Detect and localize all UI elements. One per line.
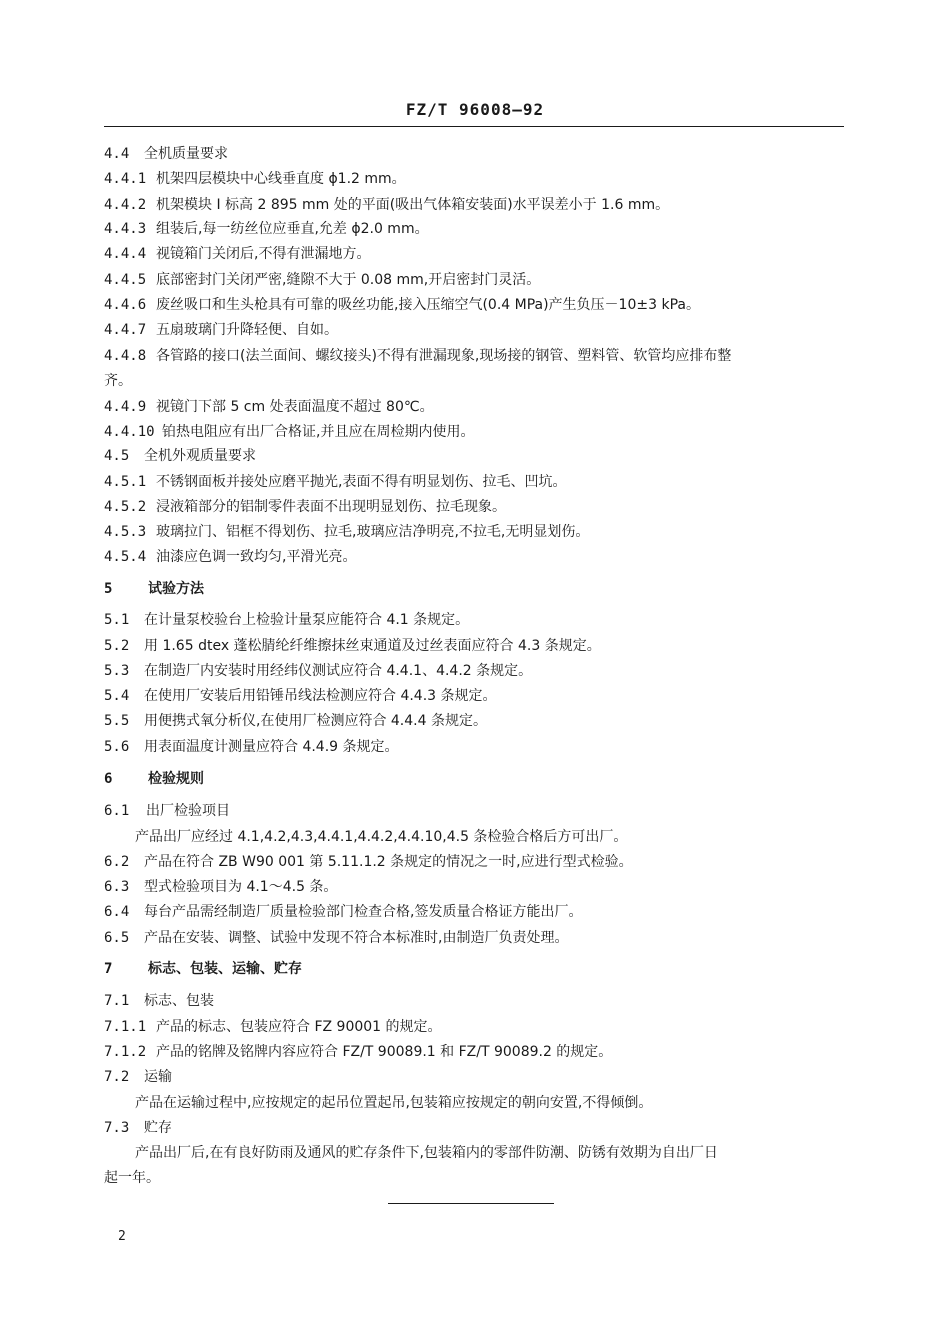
clause-text: 产品在符合 ZB W90 001 第 5.11.1.2 条规定的情况之一时,应进行型式检验。 [144,854,633,870]
clause-4-5 [104,445,846,467]
clause-text: 视镜箱门关闭后,不得有泄漏地方。 [156,246,371,262]
clause-text: 全机质量要求 [144,146,228,162]
clause-4-4-4 [104,243,846,265]
clause-7-2-body: 产品在运输过程中,应按规定的起吊位置起吊,包装箱应按规定的朝向安置,不得倾倒。 [135,1095,653,1111]
clause-text: 型式检验项目为 4.1～4.5 条。 [144,879,338,895]
section-number: 6 [104,771,113,787]
clause-text: 组装后,每一纺丝位应垂直,允差 ϕ2.0 mm。 [156,221,429,237]
clause-number: 4.4.10 [104,424,155,440]
clause-5-2 [104,635,846,657]
clause-4-4-9 [104,396,846,418]
clause-text: 产品的铭牌及铭牌内容应符合 FZ/T 90089.1 和 FZ/T 90089.2 的规定。 [156,1044,613,1060]
clause-number: 7.3 [104,1120,130,1136]
clause-number: 6.3 [104,879,130,895]
clause-number: 4.5.2 [104,499,147,515]
clause-7-3-continuation: 起一年。 [104,1170,160,1186]
clause-number: 4.4 [104,146,130,162]
clause-5-3 [104,660,846,682]
clause-7-1 [104,990,846,1012]
clause-4-5-4 [104,546,846,568]
clause-6-5 [104,927,846,949]
clause-4-4-3 [104,218,846,240]
clause-text: 用便携式氧分析仪,在使用厂检测应符合 4.4.4 条规定。 [144,713,487,729]
end-of-text-rule [388,1203,554,1204]
section-6-heading [104,768,846,790]
clause-text: 各管路的接口(法兰面间、螺纹接头)不得有泄漏现象,现场接的钢管、塑料管、软管均应排布整 [156,348,732,364]
clause-number: 7.2 [104,1069,130,1085]
section-title: 试验方法 [148,581,204,597]
clause-number: 5.3 [104,663,130,679]
section-title: 检验规则 [148,771,204,787]
clause-number: 4.5 [104,448,130,464]
clause-number: 7.1.1 [104,1019,147,1035]
clause-number: 4.5.4 [104,549,147,565]
clause-number: 5.5 [104,713,130,729]
clause-number: 4.4.7 [104,322,147,338]
section-5-heading [104,578,846,600]
clause-6-1-body: 产品出厂应经过 4.1,4.2,4.3,4.4.1,4.4.2,4.4.10,4.5 条检验合格后方可出厂。 [135,829,628,845]
clause-number: 5.4 [104,688,130,704]
clause-text: 机架模块 I 标高 2 895 mm 处的平面(吸出气体箱安装面)水平误差小于 1.6 mm。 [156,197,670,213]
clause-7-3 [104,1117,846,1139]
clause-4-4-7 [104,319,846,341]
clause-text: 机架四层模块中心线垂直度 ϕ1.2 mm。 [156,171,406,187]
clause-text: 产品的标志、包装应符合 FZ 90001 的规定。 [156,1019,442,1035]
clause-number: 4.5.1 [104,474,147,490]
clause-number: 4.5.3 [104,524,147,540]
page-number: 2 [118,1229,126,1244]
header-divider [104,126,844,127]
clause-number: 4.4.6 [104,297,147,313]
clause-4-5-1 [104,471,846,493]
clause-text: 不锈钢面板并接处应磨平抛光,表面不得有明显划伤、拉毛、凹坑。 [156,474,567,490]
clause-number: 5.6 [104,739,130,755]
clause-number: 6.2 [104,854,130,870]
clause-4-4-8-continuation: 齐。 [104,373,132,389]
clause-text: 底部密封门关闭严密,缝隙不大于 0.08 mm,开启密封门灵活。 [156,272,541,288]
clause-text: 全机外观质量要求 [144,448,256,464]
clause-4-4-1 [104,168,846,190]
clause-text: 每台产品需经制造厂质量检验部门检查合格,签发质量合格证方能出厂。 [144,904,583,920]
clause-text: 在计量泵校验台上检验计量泵应能符合 4.1 条规定。 [144,612,470,628]
clause-text: 废丝吸口和生头枪具有可靠的吸丝功能,接入压缩空气(0.4 MPa)产生负压－10±3 kPa。 [156,297,700,313]
clause-5-4 [104,685,846,707]
clause-text: 在制造厂内安装时用经纬仪测试应符合 4.4.1、4.4.2 条规定。 [144,663,533,679]
clause-number: 4.4.9 [104,399,147,415]
clause-number: 6.4 [104,904,130,920]
section-7-heading [104,958,846,980]
clause-6-3 [104,876,846,898]
clause-4-4-6 [104,294,846,316]
clause-text: 产品在安装、调整、试验中发现不符合本标准时,由制造厂负责处理。 [144,930,569,946]
clause-7-2 [104,1066,846,1088]
clause-7-1-2 [104,1041,846,1063]
clause-number: 4.4.2 [104,197,147,213]
clause-text: 玻璃拉门、铝框不得划伤、拉毛,玻璃应洁净明亮,不拉毛,无明显划伤。 [156,524,590,540]
clause-number: 6.5 [104,930,130,946]
clause-7-1-1 [104,1016,846,1038]
standard-code-header: FZ/T 96008—92 [405,100,545,119]
clause-text: 贮存 [144,1120,172,1136]
clause-text: 铂热电阻应有出厂合格证,并且应在周检期内使用。 [162,424,475,440]
clause-text: 油漆应色调一致均匀,平滑光亮。 [156,549,357,565]
clause-text: 视镜门下部 5 cm 处表面温度不超过 80℃。 [156,399,434,415]
clause-text: 用表面温度计测量应符合 4.4.9 条规定。 [144,739,399,755]
section-number: 5 [104,581,113,597]
clause-text: 出厂检验项目 [146,803,230,819]
clause-text: 在使用厂安装后用铅锤吊线法检测应符合 4.4.3 条规定。 [144,688,497,704]
clause-text: 用 1.65 dtex 蓬松腈纶纤维擦抹丝束通道及过丝表面应符合 4.3 条规定。 [144,638,601,654]
clause-5-5 [104,710,846,732]
clause-number: 4.4.3 [104,221,147,237]
clause-4-4-2 [104,194,846,216]
clause-4-4-8 [104,345,846,367]
clause-4-5-3 [104,521,846,543]
clause-number: 7.1.2 [104,1044,147,1060]
clause-text: 五扇玻璃门升降轻便、自如。 [156,322,338,338]
clause-text: 标志、包装 [144,993,214,1009]
clause-7-3-body: 产品出厂后,在有良好防雨及通风的贮存条件下,包装箱内的零部件防潮、防锈有效期为自出厂日 [135,1145,718,1161]
clause-number: 4.4.4 [104,246,147,262]
section-title: 标志、包装、运输、贮存 [148,961,302,977]
clause-4-4 [104,143,846,165]
clause-number: 7.1 [104,993,130,1009]
clause-text: 运输 [144,1069,172,1085]
clause-number: 4.4.1 [104,171,147,187]
clause-6-1 [104,800,846,822]
clause-6-4 [104,901,846,923]
clause-5-6 [104,736,846,758]
clause-4-4-5 [104,269,846,291]
clause-text: 浸液箱部分的铝制零件表面不出现明显划伤、拉毛现象。 [156,499,506,515]
clause-5-1 [104,609,846,631]
section-number: 7 [104,961,113,977]
clause-6-2 [104,851,846,873]
clause-number: 6.1 [104,803,130,819]
clause-4-4-10 [104,421,846,443]
clause-4-5-2 [104,496,846,518]
clause-number: 4.4.5 [104,272,147,288]
clause-number: 5.1 [104,612,130,628]
clause-number: 4.4.8 [104,348,147,364]
clause-number: 5.2 [104,638,130,654]
